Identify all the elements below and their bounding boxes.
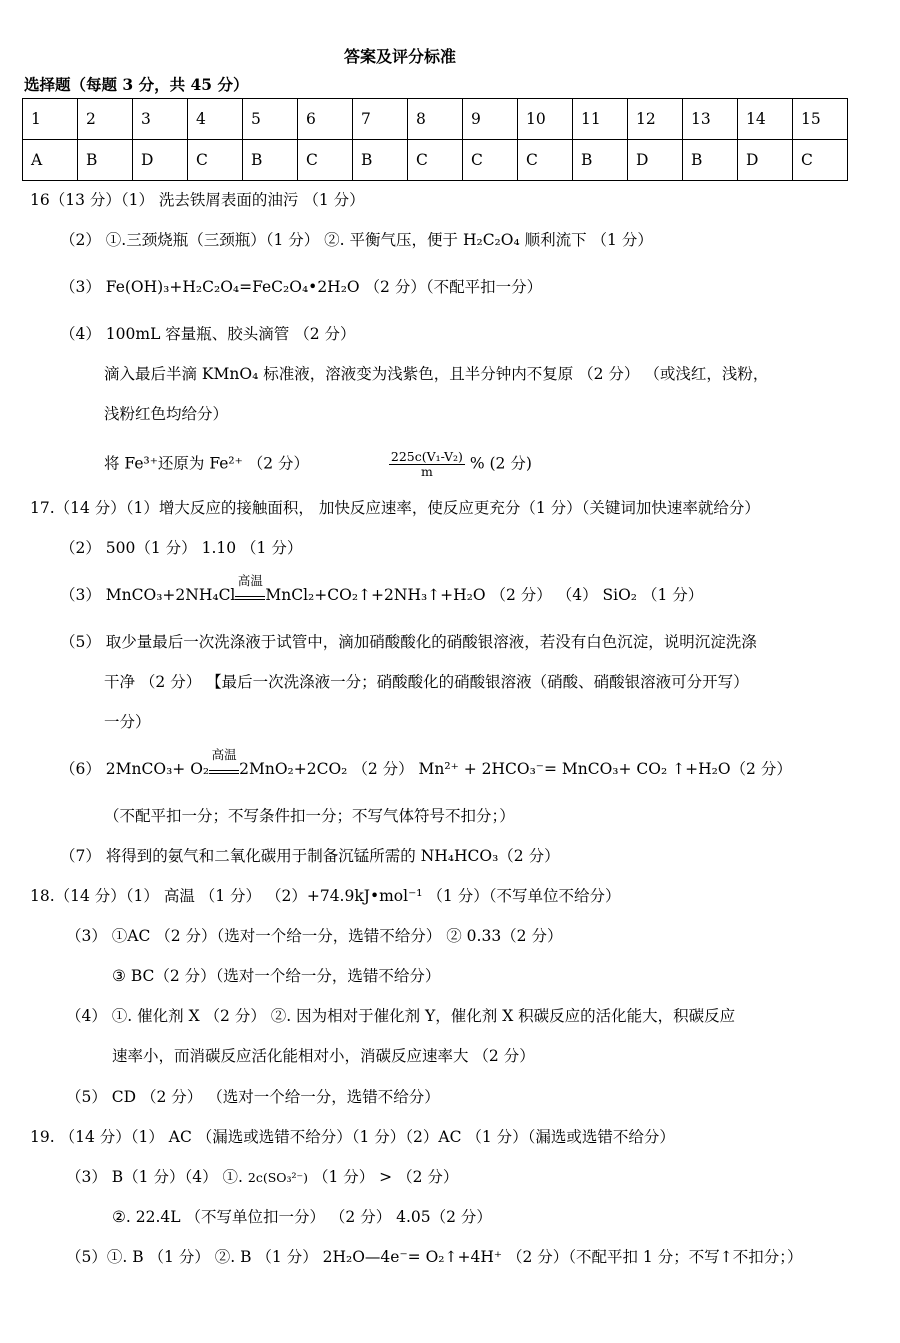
q17-part6 [60, 747, 792, 780]
q19-part3 [66, 1166, 458, 1189]
fraction-denominator: m [420, 464, 433, 479]
q19-part4b: ②. 22.4L （不写单位扣一分） （2 分） 4.05（2 分） [112, 1208, 492, 1226]
q18-part3a: （3） ①AC （2 分）（选对一个给一分，选错不给分） ② 0.33（2 分） [66, 927, 563, 945]
reaction-condition [209, 747, 239, 774]
answer-cell: C [408, 140, 463, 181]
q17-part3-pre: （3） MnCO₃+2NH₄Cl [60, 586, 236, 604]
q18-part5: （5） CD （2 分） （选对一个给一分，选错不给分） [66, 1088, 440, 1106]
q17-part7: （7） 将得到的氨气和二氧化碳用于制备沉锰所需的 NH₄HCO₃（2 分） [60, 847, 560, 865]
q16-part4a: （4） 100mL 容量瓶、胶头滴管 （2 分） [60, 325, 356, 343]
q17-part2: （2） 500（1 分） 1.10 （1 分） [60, 539, 303, 557]
q19-part1: 19. （14 分）（1） AC （漏选或选错不给分）（1 分）（2）AC （1 分）（漏选或选错不给分） [30, 1128, 675, 1146]
question-number-cell: 2 [78, 99, 133, 140]
answer-number-row [23, 99, 848, 140]
purity-fraction [389, 450, 465, 479]
question-number-cell: 10 [518, 99, 573, 140]
q18-part4b: 速率小，而消碳反应活化能相对小，消碳反应速率大 （2 分） [112, 1047, 535, 1065]
q16-part4c: 浅粉红色均给分） [104, 405, 229, 423]
q18-part4a: （4） ①. 催化剂 X （2 分） ②. 因为相对于催化剂 Y，催化剂 X 积碳反应的活化能大，积碳反应 [66, 1007, 736, 1025]
q17-part6-post: 2MnO₂+2CO₂ （2 分） Mn²⁺ + 2HCO₃⁻= MnCO₃+ CO₂ ↑+H₂O（2 分） [239, 760, 792, 778]
question-number-cell: 11 [573, 99, 628, 140]
q19-part3-post: （1 分） > （2 分） [312, 1168, 459, 1186]
q16-part1: 16（13 分）（1） 洗去铁屑表面的油污 （1 分） [30, 191, 365, 209]
question-number-cell: 9 [463, 99, 518, 140]
mc-header: 选择题（每题 3 分，共 45 分） [24, 75, 249, 94]
answer-cell: C [298, 140, 353, 181]
q16-part3: （3） Fe(OH)₃+H₂C₂O₄=FeC₂O₄•2H₂O （2 分）（不配平扣一分） [60, 278, 543, 296]
question-number-cell: 3 [133, 99, 188, 140]
q17-part5c: 一分） [104, 713, 151, 731]
answer-cell: D [738, 140, 793, 181]
question-number-cell: 4 [188, 99, 243, 140]
answer-cell: B [353, 140, 408, 181]
q16-part4d-tail: % (2 分) [469, 454, 532, 473]
answer-cell: B [243, 140, 298, 181]
question-number-cell: 8 [408, 99, 463, 140]
question-number-cell: 6 [298, 99, 353, 140]
answer-cell: C [463, 140, 518, 181]
answer-cell: B [683, 140, 738, 181]
q18-part1: 18.（14 分）（1） 高温 （1 分） （2）+74.9kJ•mol⁻¹ （1 分）（不写单位不给分） [30, 887, 621, 905]
question-number-cell: 7 [353, 99, 408, 140]
answer-table [22, 98, 848, 181]
condition-label: 高温 [237, 573, 263, 588]
question-number-cell: 15 [793, 99, 848, 140]
q18-part3b: ③ BC（2 分）（选对一个给一分，选错不给分） [112, 967, 441, 985]
answer-cell: C [518, 140, 573, 181]
q19-part5: （5）①. B （1 分） ②. B （1 分） 2H₂O—4e⁻= O₂↑+4H⁺ （2 分）（不配平扣 1 分；不写↑不扣分；） [66, 1248, 803, 1266]
q17-part5b: 干净 （2 分） 【最后一次洗涤液一分；硝酸酸化的硝酸银溶液（硝酸、硝酸银溶液可分开写） [104, 673, 749, 691]
answer-cell: D [628, 140, 683, 181]
answer-cell: C [793, 140, 848, 181]
q16-part2: （2） ①.三颈烧瓶（三颈瓶）（1 分） ②. 平衡气压，便于 H₂C₂O₄ 顺利流下 （1 分） [60, 231, 653, 249]
answer-cell: B [573, 140, 628, 181]
fraction-numerator: 225c(V₁-V₂) [390, 449, 463, 464]
question-number-cell: 13 [683, 99, 738, 140]
q16-part4d-text: 将 Fe³⁺还原为 Fe²⁺ （2 分） [104, 454, 310, 473]
q17-part6b: （不配平扣一分；不写条件扣一分；不写气体符号不扣分；） [104, 807, 515, 825]
answer-cell: B [78, 140, 133, 181]
concentration-expression: 2c(SO₃²⁻) [247, 1170, 309, 1185]
answer-cell: A [23, 140, 78, 181]
q17-part1: 17.（14 分）（1）增大反应的接触面积， 加快反应速率，使反应更充分（1 分）（关键词加快速率就给分） [30, 499, 760, 517]
q16-part4d [104, 450, 532, 479]
question-number-cell: 5 [243, 99, 298, 140]
q17-part5a: （5） 取少量最后一次洗涤液于试管中，滴加硝酸酸化的硝酸银溶液，若没有白色沉淀，说明沉淀洗涤 [60, 633, 757, 651]
answer-cell: D [133, 140, 188, 181]
page-title: 答案及评分标准 [343, 47, 456, 66]
question-number-cell: 12 [628, 99, 683, 140]
question-number-cell: 1 [23, 99, 78, 140]
q16-part4b: 滴入最后半滴 KMnO₄ 标准液，溶液变为浅紫色，且半分钟内不复原 （2 分） （或浅红，浅粉， [104, 365, 769, 383]
reaction-condition [235, 573, 265, 600]
q17-part6-pre: （6） 2MnCO₃+ O₂ [60, 760, 210, 778]
question-number-cell: 14 [738, 99, 793, 140]
condition-label: 高温 [211, 747, 237, 762]
answer-letter-row [23, 140, 848, 181]
q17-part3 [60, 573, 704, 606]
q17-part3-post: MnCl₂+CO₂↑+2NH₃↑+H₂O （2 分） （4） SiO₂ （1 分） [265, 586, 704, 604]
q19-part3-pre: （3） B（1 分）（4） ①. [66, 1168, 243, 1186]
answer-cell: C [188, 140, 243, 181]
